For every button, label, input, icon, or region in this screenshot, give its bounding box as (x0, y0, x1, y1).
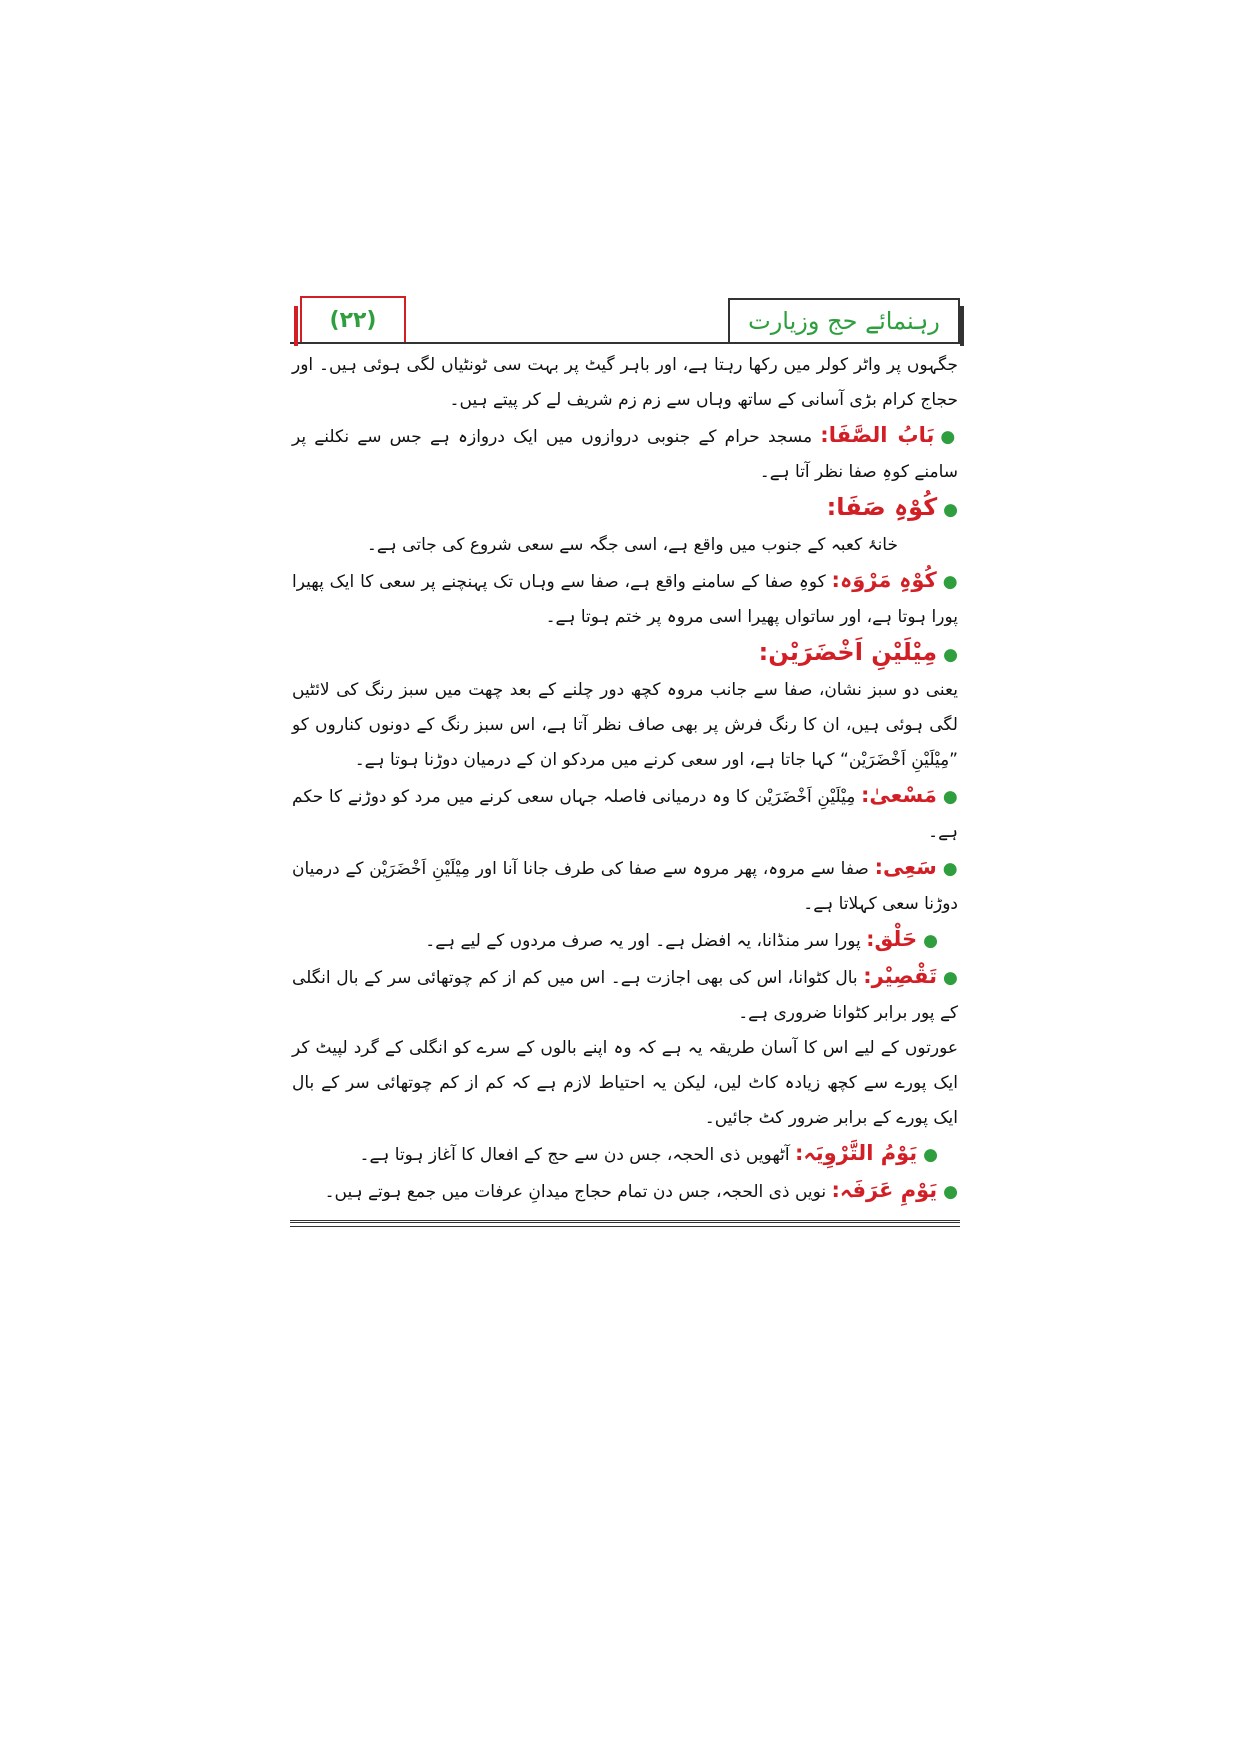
paragraph-text: جگہوں پر واٹر کولر میں رکھا رہتا ہے، اور باہر گیٹ پر بہت سی ٹونٹیاں لگی ہوئی ہیں۔ اور حجاج کرام بڑی آسانی کے ساتھ وہاں سے زم زم شریف لے کر پیتے ہیں۔ (292, 355, 958, 410)
definition-text: کوہِ صفا کے سامنے واقع ہے، صفا سے وہاں تک پہنچنے پر سعی کا ایک پھیرا پورا ہوتا ہے، اور ساتواں پھیرا اسی مروہ پر ختم ہوتا ہے۔ (292, 572, 958, 627)
paragraph (292, 1031, 958, 1136)
definition-item (292, 563, 958, 635)
paragraph (292, 673, 958, 778)
term-label: یَوْمُ التَّرْوِیَہ: (795, 1141, 918, 1165)
definition-text: مسجد حرام کے جنوبی دروازوں میں ایک دروازہ ہے جس سے نکلنے پر سامنے کوہِ صفا نظر آتا ہے۔ (292, 427, 958, 482)
definition-item (292, 850, 958, 922)
definition-text: آٹھویں ذی الحجہ، جس دن سے حج کے افعال کا آغاز ہوتا ہے۔ (359, 1145, 796, 1165)
page-number: (۲۲) (329, 307, 377, 333)
book-page (290, 294, 960, 1227)
bullet-icon: ● (942, 968, 958, 988)
term-label: کُوْہِ مَرْوَہ: (831, 568, 937, 592)
bullet-icon: ● (943, 645, 958, 665)
definition-item (292, 1136, 958, 1173)
bullet-icon: ● (923, 931, 938, 951)
paragraph (292, 348, 958, 418)
paragraph-text: خانۂ کعبہ کے جنوب میں واقع ہے، اسی جگہ سے سعی شروع کی جاتی ہے۔ (366, 535, 898, 555)
term-label: یَوْمِ عَرَفَہ: (831, 1178, 938, 1202)
definition-item (292, 418, 958, 490)
definition-item (292, 490, 958, 528)
term-label: کُوْہِ صَفَا: (826, 493, 938, 521)
book-title: رہنمائے حج وزیارت (748, 307, 940, 335)
term-label: مَسْعیٰ: (861, 783, 937, 807)
definition-text: صفا سے مروہ، پھر مروہ سے صفا کی طرف جانا آنا اور مِیْلَیْنِ اَخْضَرَیْن کے درمیان دوڑنا سعی کہلاتا ہے۔ (292, 859, 958, 914)
page-header (290, 294, 960, 344)
term-label: مِیْلَیْنِ اَخْضَرَیْن: (758, 638, 938, 666)
bullet-icon: ● (943, 1182, 958, 1202)
bullet-icon: ● (943, 500, 958, 520)
term-label: حَلْق: (866, 927, 918, 951)
definition-item (292, 778, 958, 850)
book-title-box (728, 298, 960, 342)
definition-text: مِیْلَیْنِ اَخْضَرَیْن کا وہ درمیانی فاصلہ جہاں سعی کرنے میں مرد کو دوڑنے کا حکم ہے۔ (292, 787, 958, 842)
definition-item (292, 1173, 958, 1210)
bullet-icon: ● (942, 572, 958, 592)
bullet-icon: ● (923, 1145, 938, 1165)
term-label: بَابُ الصَّفَا: (820, 423, 935, 447)
definition-item (292, 922, 958, 959)
page-body (290, 344, 960, 1210)
term-label: تَقْصِیْر: (863, 964, 937, 988)
paragraph-text: یعنی دو سبز نشان، صفا سے جانب مروہ کچھ دور چلنے کے بعد چھت میں سبز رنگ کی لائٹیں لگی ہوئی ہیں، ان کا رنگ فرش پر بھی صاف نظر آتا ہے، اس سبز رنگ کے دونوں کناروں کو ”مِیْلَیْنِ اَخْضَرَیْن“ کہا جاتا ہے، اور سعی کرنے میں مردکو ان کے درمیان دوڑنا ہوتا ہے۔ (292, 680, 958, 770)
definition-text: بال کٹوانا، اس کی بھی اجازت ہے۔ اس میں کم از کم چوتھائی سر کے بال انگلی کے پور برابر کٹوانا ضروری ہے۔ (292, 968, 958, 1023)
paragraph-text: عورتوں کے لیے اس کا آسان طریقہ یہ ہے کہ وہ اپنے بالوں کے سرے کو انگلی کے گرد لپیٹ کر ایک پورے سے کچھ زیادہ کاٹ لیں، لیکن یہ احتیاط لازم ہے کہ کم از کم چوتھائی سر کے بال ایک پورے کے برابر ضرور کٹ جائیں۔ (292, 1038, 958, 1128)
page-number-box (300, 296, 406, 342)
header-rule (290, 342, 960, 344)
term-label: سَعِی: (874, 855, 937, 879)
definition-text: نویں ذی الحجہ، جس دن تمام حجاج میدانِ عرفات میں جمع ہوتے ہیں۔ (324, 1182, 832, 1202)
bullet-icon: ● (942, 859, 958, 879)
definition-item (292, 635, 958, 673)
footer-rule (290, 1220, 960, 1227)
definition-item (292, 959, 958, 1031)
bullet-icon: ● (942, 787, 959, 807)
definition-text: پورا سر منڈانا، یہ افضل ہے۔ اور یہ صرف مردوں کے لیے ہے۔ (425, 931, 867, 951)
paragraph (292, 528, 958, 563)
bullet-icon: ● (940, 427, 958, 447)
